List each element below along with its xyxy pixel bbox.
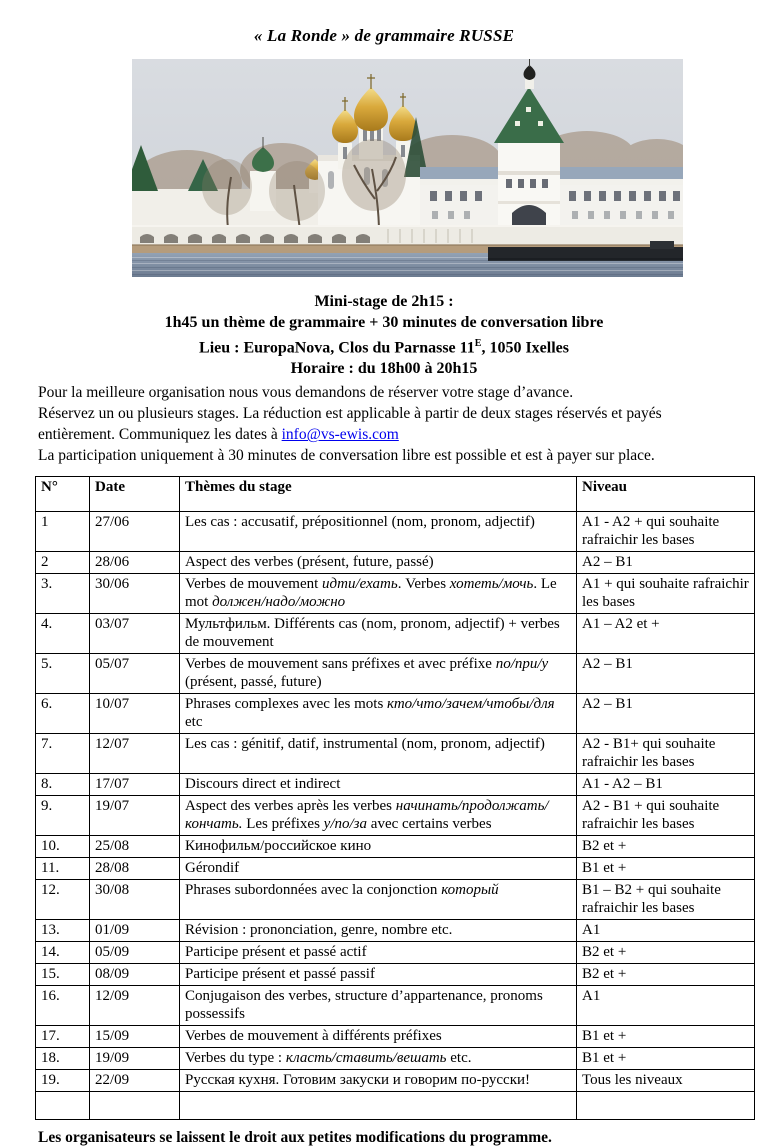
info-paragraphs: [38, 382, 738, 466]
cell-date: 27/06: [90, 512, 180, 552]
cell-date: 08/09: [90, 964, 180, 986]
waterfront-wall: [132, 225, 683, 245]
cell-date: [90, 1092, 180, 1120]
cell-number: 11.: [36, 858, 90, 880]
cell-theme: Русская кухня. Готовим закуски и говорим по-русски!: [180, 1070, 577, 1092]
cell-theme: [180, 1092, 577, 1120]
table-row: [36, 942, 755, 964]
table-row: [36, 920, 755, 942]
intro-block: [0, 291, 768, 379]
cell-level: A2 – B1: [577, 552, 755, 574]
intro-line-format: 1h45 un thème de grammaire + 30 minutes de conversation libre: [164, 314, 604, 331]
table-row: [36, 734, 755, 774]
cell-date: 25/08: [90, 836, 180, 858]
cell-theme: Verbes de mouvement идти/ехать. Verbes хотеть/мочь. Le mot должен/надо/можно: [180, 574, 577, 614]
table-row: [36, 836, 755, 858]
table-row: [36, 1026, 755, 1048]
footer-note: Les organisateurs se laissent le droit aux petites modifications du programme.: [38, 1129, 552, 1147]
cell-date: 30/08: [90, 880, 180, 920]
cell-level: B2 et +: [577, 836, 755, 858]
cell-theme: Les cas : génitif, datif, instrumental (nom, pronom, adjectif): [180, 734, 577, 774]
cell-theme: Les cas : accusatif, prépositionnel (nom, pronom, adjectif): [180, 512, 577, 552]
cell-level: B1 et +: [577, 1026, 755, 1048]
table-row: [36, 694, 755, 734]
cell-level: B2 et +: [577, 942, 755, 964]
cell-number: 1: [36, 512, 90, 552]
cell-theme: Participe présent et passé passif: [180, 964, 577, 986]
header-date: Date: [90, 477, 180, 512]
superscript-e: E: [474, 338, 482, 349]
cell-level: A2 - B1+ qui souhaite rafraichir les bases: [577, 734, 755, 774]
cell-number: 5.: [36, 654, 90, 694]
table-row: [36, 986, 755, 1026]
cell-number: 3.: [36, 574, 90, 614]
cell-level: B1 – B2 + qui souhaite rafraichir les bases: [577, 880, 755, 920]
table-row: [36, 512, 755, 552]
intro-line-duration: Mini-stage de 2h15 :: [314, 293, 454, 310]
cell-number: 15.: [36, 964, 90, 986]
table-row: [36, 552, 755, 574]
intro-line-schedule: Horaire : du 18h00 à 20h15: [290, 360, 478, 378]
cell-number: 13.: [36, 920, 90, 942]
table-row: [36, 774, 755, 796]
cell-level: [577, 1092, 755, 1120]
cell-number: 8.: [36, 774, 90, 796]
header-number: N°: [36, 477, 90, 512]
cell-date: 22/09: [90, 1070, 180, 1092]
table-header-row: [36, 477, 755, 512]
cell-theme: Мультфильм. Différents cas (nom, pronom, adjectif) + verbes de mouvement: [180, 614, 577, 654]
cell-theme: Gérondif: [180, 858, 577, 880]
cell-theme: Aspect des verbes après les verbes начинать/продолжать/кончать. Les préfixes у/по/за avec certains verbes: [180, 796, 577, 836]
cell-theme: Verbes du type : класть/ставить/вешать etc.: [180, 1048, 577, 1070]
cell-level: B1 et +: [577, 858, 755, 880]
cell-theme: Discours direct et indirect: [180, 774, 577, 796]
table-row: [36, 654, 755, 694]
cell-level: A1 + qui souhaite rafraichir les bases: [577, 574, 755, 614]
cell-theme: Conjugaison des verbes, structure d’appartenance, pronoms possessifs: [180, 986, 577, 1026]
cell-date: 05/07: [90, 654, 180, 694]
cell-level: A2 - B1 + qui souhaite rafraichir les bases: [577, 796, 755, 836]
email-link[interactable]: info@vs-ewis.com: [281, 426, 399, 444]
cell-number: [36, 1092, 90, 1120]
cell-date: 19/07: [90, 796, 180, 836]
cell-number: 18.: [36, 1048, 90, 1070]
cell-number: 9.: [36, 796, 90, 836]
cell-number: 12.: [36, 880, 90, 920]
cell-date: 30/06: [90, 574, 180, 614]
header-level: Niveau: [577, 477, 755, 512]
paragraph-reservation: Pour la meilleure organisation nous vous demandons de réserver votre stage d’avance.: [38, 384, 574, 402]
cell-date: 28/06: [90, 552, 180, 574]
schedule-table-body: [36, 512, 755, 1120]
cell-level: A1 - A2 – B1: [577, 774, 755, 796]
cell-level: A1 - A2 + qui souhaite rafraichir les bases: [577, 512, 755, 552]
cell-date: 10/07: [90, 694, 180, 734]
table-row: [36, 1048, 755, 1070]
table-row: [36, 574, 755, 614]
cell-theme: Phrases complexes avec les mots кто/что/зачем/чтобы/для etc: [180, 694, 577, 734]
cell-theme: Verbes de mouvement sans préfixes et avec préfixe по/при/у (présent, passé, future): [180, 654, 577, 694]
cell-date: 03/07: [90, 614, 180, 654]
cell-level: A2 – B1: [577, 654, 755, 694]
table-row: [36, 1092, 755, 1120]
cell-date: 19/09: [90, 1048, 180, 1070]
schedule-table: [35, 476, 755, 1120]
table-row: [36, 614, 755, 654]
cell-level: B1 et +: [577, 1048, 755, 1070]
page-title: « La Ronde » de grammaire RUSSE: [253, 26, 515, 45]
cell-theme: Verbes de mouvement à différents préfixes: [180, 1026, 577, 1048]
cell-number: 16.: [36, 986, 90, 1026]
cell-number: 17.: [36, 1026, 90, 1048]
monastery-photo: [132, 59, 683, 277]
cell-theme: Кинофильм/российское кино: [180, 836, 577, 858]
cell-number: 14.: [36, 942, 90, 964]
cell-date: 15/09: [90, 1026, 180, 1048]
header-theme: Thèmes du stage: [180, 477, 577, 512]
cell-theme: Participe présent et passé actif: [180, 942, 577, 964]
cell-date: 28/08: [90, 858, 180, 880]
cell-date: 17/07: [90, 774, 180, 796]
monastery-photo-illustration: [132, 59, 683, 277]
paragraph-participation: La participation uniquement à 30 minutes de conversation libre est possible et est à payer sur place.: [38, 447, 655, 465]
cell-level: B2 et +: [577, 964, 755, 986]
cell-number: 10.: [36, 836, 90, 858]
table-row: [36, 796, 755, 836]
intro-line-location: Lieu : EuropaNova, Clos du Parnasse $11^E$, 1050 Ixelles: [199, 338, 569, 357]
cell-theme: Aspect des verbes (présent, future, passé): [180, 552, 577, 574]
table-row: [36, 880, 755, 920]
cell-theme: Révision : prononciation, genre, nombre etc.: [180, 920, 577, 942]
cell-level: A2 – B1: [577, 694, 755, 734]
cell-level: Tous les niveaux: [577, 1070, 755, 1092]
table-row: [36, 964, 755, 986]
cell-date: 12/07: [90, 734, 180, 774]
table-row: [36, 858, 755, 880]
cell-number: 7.: [36, 734, 90, 774]
table-row: [36, 1070, 755, 1092]
cell-date: 05/09: [90, 942, 180, 964]
cell-number: 4.: [36, 614, 90, 654]
cell-number: 6.: [36, 694, 90, 734]
cell-level: A1: [577, 986, 755, 1026]
paragraph-reduction: Réservez un ou plusieurs stages. La réduction est applicable à partir de deux stages réservés et payés entièrement. Communiquez les dates à info@vs-ewis.com: [38, 405, 662, 444]
cell-date: 01/09: [90, 920, 180, 942]
cell-theme: Phrases subordonnées avec la conjonction который: [180, 880, 577, 920]
cell-level: A1: [577, 920, 755, 942]
cell-date: 12/09: [90, 986, 180, 1026]
cell-level: A1 – A2 et +: [577, 614, 755, 654]
cell-number: 2: [36, 552, 90, 574]
cell-number: 19.: [36, 1070, 90, 1092]
